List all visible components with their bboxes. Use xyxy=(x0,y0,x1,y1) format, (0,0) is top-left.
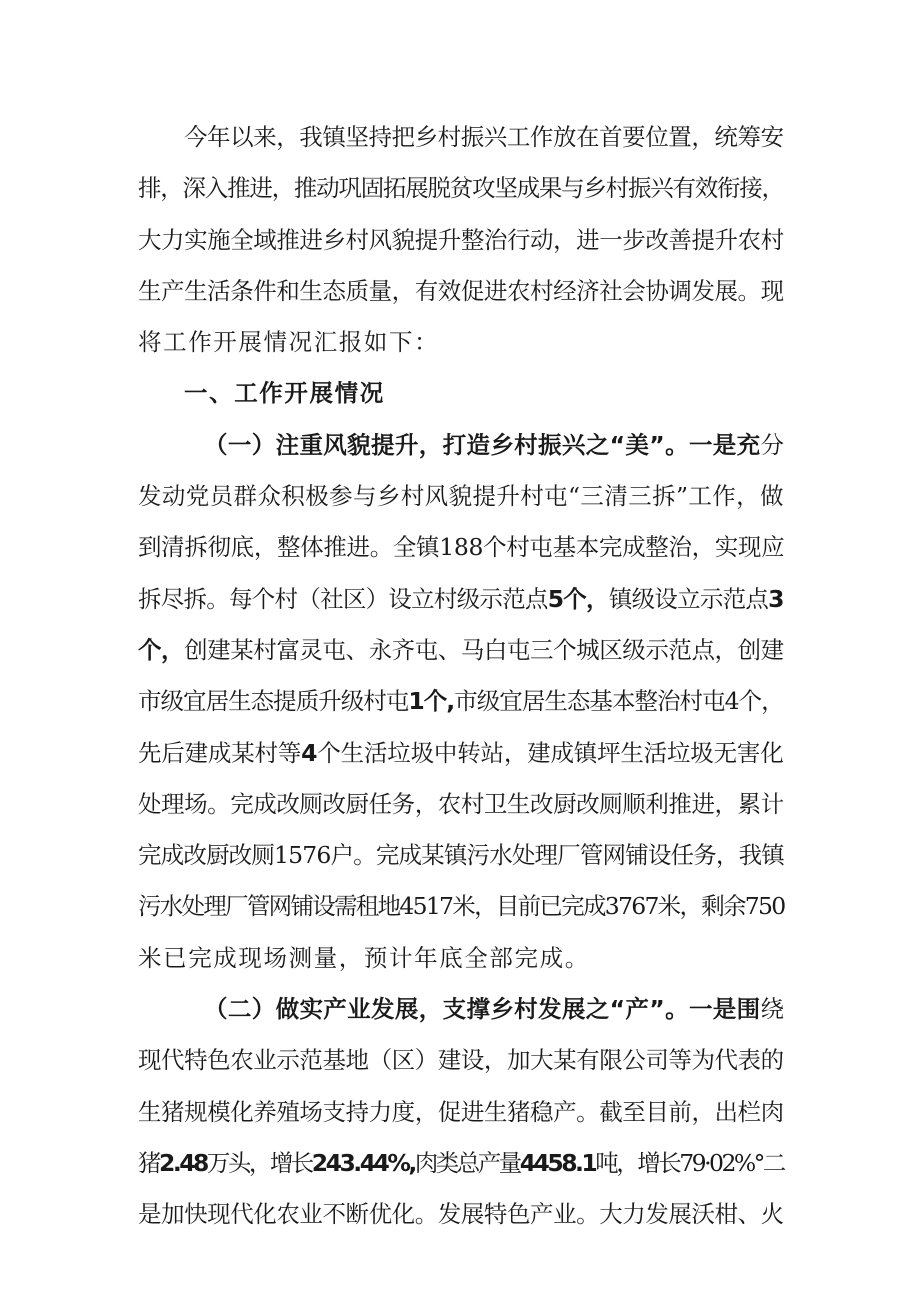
body-text: 先后建成某村等 xyxy=(138,738,302,767)
text-line xyxy=(138,984,784,1035)
text-line xyxy=(138,420,784,471)
text-line xyxy=(138,830,784,881)
bold-text: 一、工作开展情况 xyxy=(184,379,385,408)
text-line xyxy=(138,1138,784,1189)
body-text: 今年以来，我镇坚持把乡村振兴工作放在首要位置，统筹安 xyxy=(184,123,784,151)
body-text: 绕 xyxy=(760,995,785,1024)
body-text: 个生活垃圾中转站，建成镇坪生活垃圾无害化 xyxy=(317,738,784,767)
body-text: 创建某村富灵屯、永齐屯、马白屯三个城区级示范点，创建 xyxy=(184,635,784,664)
body-text: 拆尽拆。每个村（社区）设立村级示范点 xyxy=(138,584,548,613)
body-text: 镇级设立示范点 xyxy=(608,584,769,613)
bold-text: 3 xyxy=(768,584,784,613)
text-line xyxy=(138,1087,784,1138)
bold-text: （二）做实产业发展，支撑乡村发展之“产”。一是围 xyxy=(204,995,761,1024)
text-line xyxy=(138,163,784,214)
bold-text: （一）注重风貌提升，打造乡村振兴之“美”。一是充 xyxy=(204,430,761,459)
text-line xyxy=(138,317,784,368)
text-line xyxy=(138,112,784,163)
body-text: 排，深入推进，推动巩固拓展脱贫攻坚成果与乡村振兴有效衔接， xyxy=(138,174,784,203)
text-line xyxy=(138,676,784,727)
text-line xyxy=(138,779,784,830)
text-line xyxy=(138,933,784,984)
text-line xyxy=(138,881,784,932)
text-line xyxy=(138,368,784,419)
body-text: 市级宜居生态提质升级村屯 xyxy=(138,687,409,716)
body-text: 吨，增长79·02%°二 xyxy=(595,1148,784,1177)
body-text: 到清拆彻底，整体推进。全镇188个村屯基本完成整治，实现应 xyxy=(138,533,785,562)
document-body xyxy=(138,112,784,1241)
body-text: 分 xyxy=(760,430,785,459)
body-text: 发动党员群众积极参与乡村风貌提升村屯“三清三拆”工作，做 xyxy=(138,482,784,511)
body-text: 现代特色农业示范基地（区）建设，加大某有限公司等为代表的 xyxy=(138,1046,784,1075)
text-line xyxy=(138,625,784,676)
body-text: 生产生活条件和生态质量，有效促进农村经济社会协调发展。现 xyxy=(138,276,784,305)
text-line xyxy=(138,574,784,625)
text-line xyxy=(138,215,784,266)
text-line xyxy=(138,471,784,522)
text-line xyxy=(138,1189,784,1240)
body-text: 是加快现代化农业不断优化。发展特色产业。大力发展沃柑、火 xyxy=(138,1200,784,1229)
body-text: 污水处理厂管网铺设需租地4517米，目前已完成3767米，剩余750 xyxy=(138,892,785,921)
text-line xyxy=(138,266,784,317)
bold-text: 5个， xyxy=(547,584,609,613)
body-text: 猪 xyxy=(138,1148,159,1177)
body-text: 将工作开展情况汇报如下： xyxy=(138,328,440,357)
body-text: 万头，增长 xyxy=(206,1148,312,1177)
bold-text: 2.48 xyxy=(158,1148,207,1177)
body-text: 完成改厨改厕1576户。完成某镇污水处理厂管网铺设任务，我镇 xyxy=(138,841,784,870)
text-line xyxy=(138,1035,784,1086)
text-line xyxy=(138,728,784,779)
bold-text: 243.44%, xyxy=(311,1148,415,1177)
bold-text: 4458.1 xyxy=(519,1148,596,1177)
bold-text: 个， xyxy=(138,635,185,664)
text-line xyxy=(138,522,784,573)
body-text: 肉类总产量 xyxy=(414,1148,520,1177)
body-text: 大力实施全域推进乡村风貌提升整治行动，进一步改善提升农村 xyxy=(138,225,784,254)
bold-text: 1个, xyxy=(408,687,455,716)
body-text: 生猪规模化养殖场支持力度，促进生猪稳产。截至目前，出栏肉 xyxy=(138,1097,784,1126)
body-text: 市级宜居生态基本整治村屯4个， xyxy=(454,687,784,716)
bold-text: 4 xyxy=(301,738,318,767)
body-text: 米已完成现场测量，预计年底全部完成。 xyxy=(138,943,590,972)
body-text: 处理场。完成改厕改厨任务，农村卫生改厨改厕顺利推进，累计 xyxy=(138,789,784,818)
